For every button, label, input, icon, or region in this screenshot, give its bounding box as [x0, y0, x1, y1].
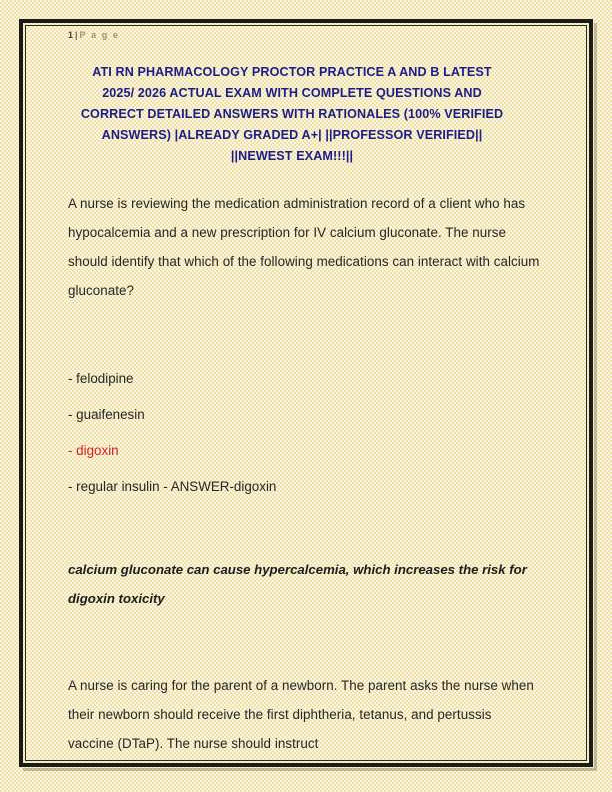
- option-item-4-answer[interactable]: - regular insulin - ANSWER-digoxin: [68, 479, 277, 494]
- title-line-5: ||NEWEST EXAM!!!||: [230, 149, 354, 163]
- title-spacer: [42, 167, 542, 189]
- page-number-header: [68, 30, 542, 40]
- title-line-2: 2025/ 2026 ACTUAL EXAM WITH COMPLETE QUESTIONS AND: [102, 86, 482, 100]
- page-content: [42, 30, 542, 758]
- document-title: [42, 62, 542, 167]
- page-number-separator: |: [75, 30, 78, 40]
- question-1-stem: A nurse is reviewing the medication administration record of a client who has hypocalcemia and a new prescription for IV calcium gluconate. The nurse should identify that which of the following medications can interact with calcium gluconate?: [68, 196, 540, 298]
- question-2-stem: A nurse is caring for the parent of a newborn. The parent asks the nurse when their newborn should receive the first diphtheria, tetanus, and pertussis vaccine (DTaP). The nurse should instruct: [68, 678, 534, 751]
- page-number: 1: [68, 30, 74, 40]
- spacer-before-options: [42, 305, 542, 361]
- spacer-before-rationale: [42, 505, 542, 555]
- page-label: P a g e: [79, 30, 120, 40]
- question-1-rationale: calcium gluconate can cause hypercalcemia, which increases the risk for digoxin toxicity: [68, 562, 527, 606]
- title-line-4: ANSWERS) |ALREADY GRADED A+| ||PROFESSOR VERIFIED||: [101, 128, 483, 142]
- option-item-1[interactable]: - felodipine: [68, 371, 134, 386]
- title-line-1: ATI RN PHARMACOLOGY PROCTOR PRACTICE A AND B LATEST: [92, 65, 492, 79]
- spacer-before-question-2: [42, 613, 542, 671]
- option-item-2[interactable]: - guaifenesin: [68, 407, 145, 422]
- title-line-3: CORRECT DETAILED ANSWERS WITH RATIONALES (100% VERIFIED: [80, 107, 504, 121]
- question-1-options: [42, 361, 542, 505]
- option-item-3-highlighted[interactable]: - digoxin: [68, 443, 119, 458]
